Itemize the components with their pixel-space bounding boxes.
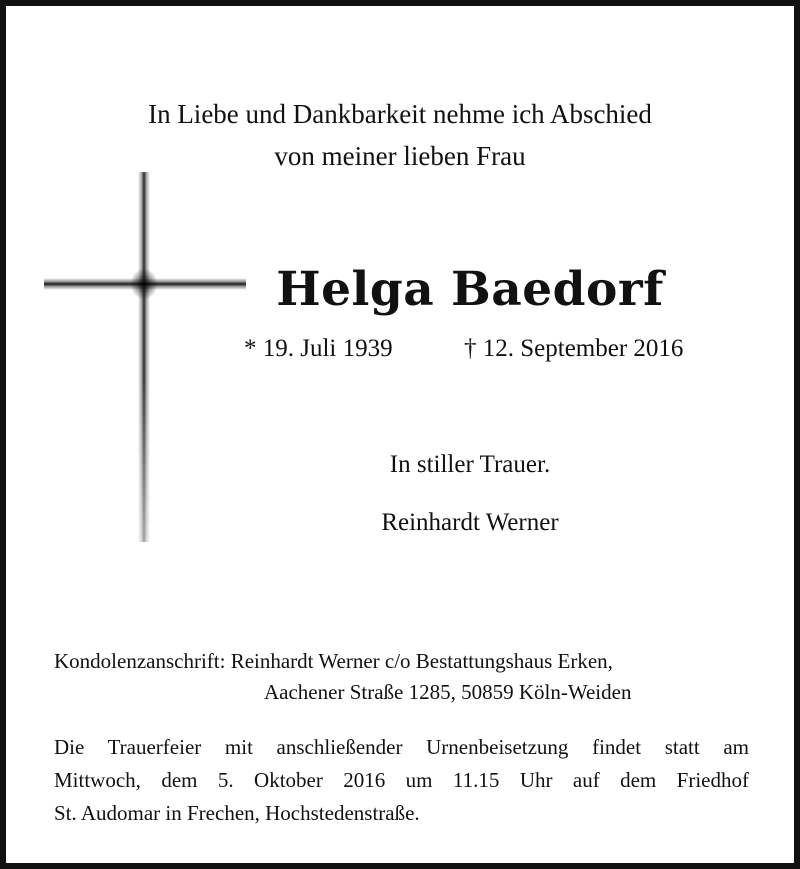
cross-center-glow (130, 268, 158, 300)
ceremony-notice (54, 731, 749, 830)
condolence-address-line-1: Kondolenzanschrift: Reinhardt Werner c/o Bestattungshaus Erken, (54, 649, 613, 673)
intro-line-1: In Liebe und Dankbarkeit nehme ich Abschied (148, 99, 652, 129)
deceased-name: Helga Baedorf (276, 262, 664, 317)
intro-line-2: von meiner lieben Frau (274, 141, 526, 171)
cross-vertical-beam (138, 172, 150, 542)
mourner-name: Reinhardt Werner (381, 509, 559, 536)
death-date: † 12. September 2016 (464, 335, 684, 362)
ceremony-line-1: Die Trauerfeier mit anschließender Urnenbeisetzung findet statt am (54, 735, 749, 759)
ceremony-line-3: St. Audomar in Frechen, Hochstedenstraße. (54, 801, 420, 825)
ceremony-line-2: Mittwoch, dem 5. Oktober 2016 um 11.15 Uhr auf dem Friedhof (54, 768, 749, 792)
condolence-address-line-2: Aachener Straße 1285, 50859 Köln-Weiden (264, 680, 632, 704)
birth-date: * 19. Juli 1939 (244, 335, 393, 362)
mourning-phrase: In stiller Trauer. (389, 451, 551, 478)
